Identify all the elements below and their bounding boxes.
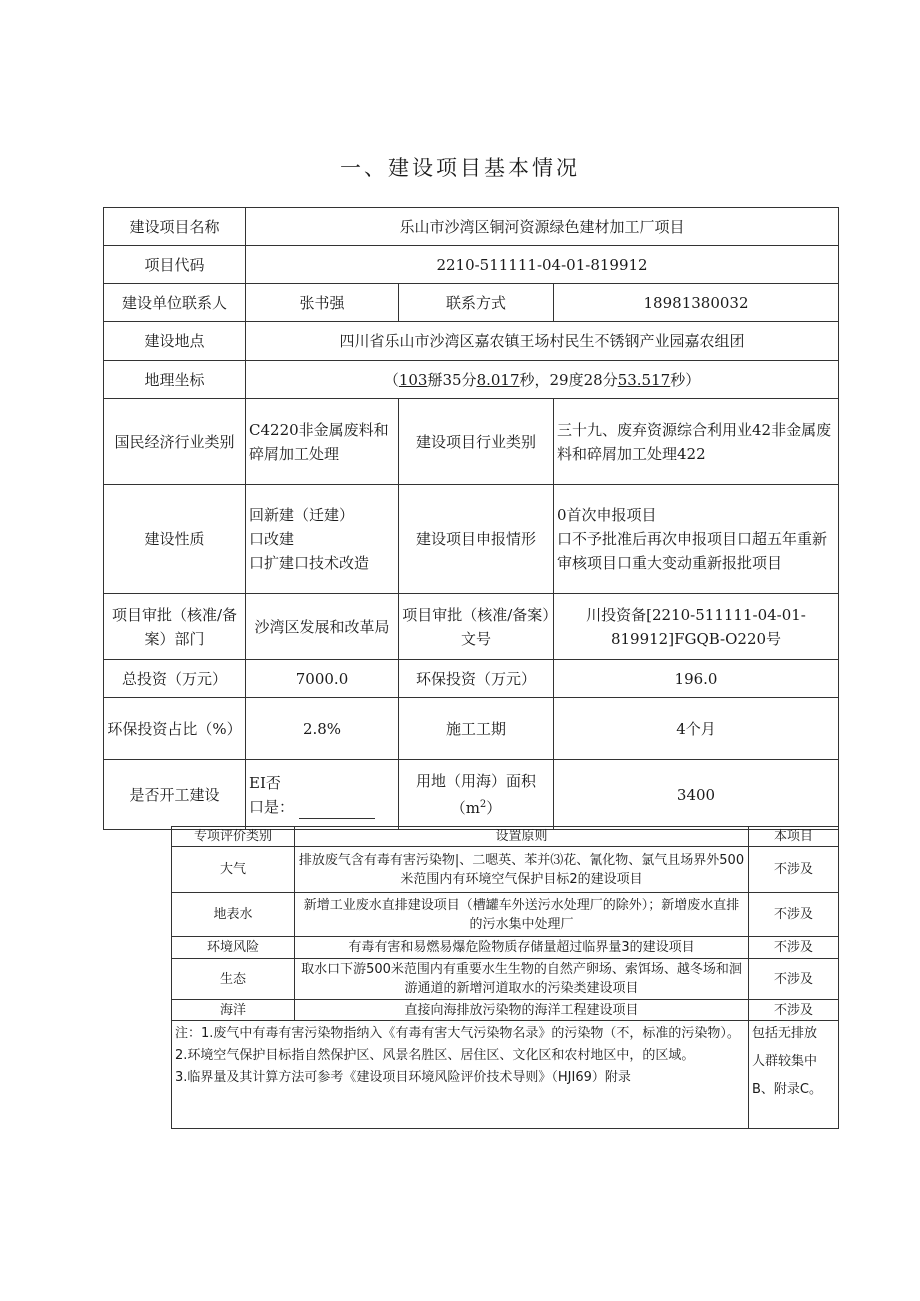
land-unit-sup: 2 [479, 799, 487, 810]
contact-label: 建设单位联系人 [104, 284, 246, 322]
land-area-value: 3400 [554, 760, 839, 830]
declare-option-first: 0首次申报项目 [557, 506, 657, 524]
nature-option-new: 回新建（迁建） [249, 506, 355, 524]
row-principle: 有毒有害和易燃易爆危险物质存储量超过临界量3的建设项目 [295, 937, 749, 959]
row-category: 大气 [172, 847, 295, 893]
coords-mid: 秒，29度28分 [519, 370, 618, 389]
table-row [104, 594, 839, 660]
env-ratio-label: 环保投资占比（%） [104, 698, 246, 760]
table-row [104, 399, 839, 485]
table-header-row [172, 827, 839, 847]
table-row [104, 208, 839, 246]
row-category: 海洋 [172, 1000, 295, 1021]
header-result: 本项目 [749, 827, 839, 847]
location-value: 四川省乐山市沙湾区嘉农镇王场村民生不锈钢产业园嘉农组团 [246, 322, 839, 361]
declare-options [554, 485, 839, 594]
approval-doc-value: 川投资备[2210-511111-04-01-819912]FGQB-O220号 [554, 594, 839, 660]
land-unit-close: ） [486, 799, 502, 817]
env-invest-label: 环保投资（万元） [399, 660, 554, 698]
contact-name-value: 张书强 [246, 284, 399, 322]
started-options [246, 760, 399, 830]
location-label: 建设地点 [104, 322, 246, 361]
nature-option-expand: 口扩建口技术改造 [249, 554, 370, 572]
table-row [172, 847, 839, 893]
row-result: 不涉及 [749, 1000, 839, 1021]
table-row [104, 485, 839, 594]
row-category: 环境风险 [172, 937, 295, 959]
coords-lat-sec[interactable]: 53.517 [617, 370, 671, 389]
nature-option-rebuild: 口改建 [249, 530, 295, 548]
nature-options [246, 485, 399, 594]
approval-dept-label: 项目审批（核准/备案）部门 [104, 594, 246, 660]
note-1: 注：1.废气中有毒有害污染物指纳入《有毒有害大气污染物名录》的污染物（不，标准的污染物）。 [175, 1026, 740, 1041]
total-invest-label: 总投资（万元） [104, 660, 246, 698]
note-right-2: 人群较集中 [752, 1054, 818, 1069]
total-invest-value: 7000.0 [246, 660, 399, 698]
header-category: 专项评价类别 [172, 827, 295, 847]
table-row [104, 322, 839, 361]
contact-method-label: 联系方式 [399, 284, 554, 322]
note-2: 2.环境空气保护目标指自然保护区、风景名胜区、居住区、文化区和农村地区中，的区域。 [175, 1048, 695, 1063]
table-row [104, 284, 839, 322]
project-industry-value: 三十九、废弃资源综合利用业42非金属废料和碎屑加工处理422 [554, 399, 839, 485]
row-category: 生态 [172, 959, 295, 1000]
project-code-value: 2210-511111-04-01-819912 [246, 246, 839, 284]
coords-lon-rest: 掰35分 [427, 370, 477, 389]
table-row [104, 246, 839, 284]
note-right-3: B、附录C。 [752, 1082, 822, 1097]
row-result: 不涉及 [749, 847, 839, 893]
industry-label: 国民经济行业类别 [104, 399, 246, 485]
special-assessment-table [171, 826, 839, 1129]
project-name-value: 乐山市沙湾区铜河资源绿色建材加工厂项目 [246, 208, 839, 246]
env-ratio-value: 2.8% [246, 698, 399, 760]
coords-lon-deg[interactable]: 103 [398, 370, 428, 389]
table-row [104, 698, 839, 760]
coords-close: 秒） [670, 370, 701, 389]
row-result: 不涉及 [749, 959, 839, 1000]
row-result: 不涉及 [749, 893, 839, 937]
project-info-table [103, 207, 839, 830]
started-date-blank[interactable] [299, 803, 375, 819]
started-option-no: EI否 [249, 773, 281, 792]
coords-lon-sec[interactable]: 8.017 [476, 370, 520, 389]
started-option-yes: 口是： [249, 797, 295, 816]
period-value: 4个月 [554, 698, 839, 760]
project-code-label: 项目代码 [104, 246, 246, 284]
row-principle: 新增工业废水直排建设项目（槽罐车外送污水处理厂的除外）；新增废水直排的污水集中处理厂 [295, 893, 749, 937]
env-invest-value: 196.0 [554, 660, 839, 698]
row-principle: 取水口下游500米范围内有重要水生生物的自然产卵场、索饵场、越冬场和洄游通道的新增河道取水的污染类建设项目 [295, 959, 749, 1000]
contact-phone-value: 18981380032 [554, 284, 839, 322]
table-row [172, 937, 839, 959]
table-row [104, 361, 839, 399]
coords-value [246, 361, 839, 399]
row-result: 不涉及 [749, 937, 839, 959]
approval-doc-label: 项目审批（核准/备案）文号 [399, 594, 554, 660]
row-principle: 直接向海排放污染物的海洋工程建设项目 [295, 1000, 749, 1021]
table-row [104, 760, 839, 830]
started-label: 是否开工建设 [104, 760, 246, 830]
declare-label: 建设项目申报情形 [399, 485, 554, 594]
nature-label: 建设性质 [104, 485, 246, 594]
land-label-text: 用地（用海）面积 [415, 772, 536, 790]
notes-right-cell [749, 1021, 839, 1129]
table-row [172, 959, 839, 1000]
table-row [104, 660, 839, 698]
project-industry-label: 建设项目行业类别 [399, 399, 554, 485]
land-label [399, 760, 554, 830]
project-name-label: 建设项目名称 [104, 208, 246, 246]
table-row [172, 893, 839, 937]
table-row [172, 1000, 839, 1021]
land-unit-open: （m [450, 799, 480, 817]
coords-label: 地理坐标 [104, 361, 246, 399]
declare-option-other: 口不予批准后再次申报项目口超五年重新审核项目口重大变动重新报批项目 [557, 530, 828, 572]
notes-row [172, 1021, 839, 1129]
approval-dept-value: 沙湾区发展和改革局 [246, 594, 399, 660]
period-label: 施工工期 [399, 698, 554, 760]
note-3: 3.临界量及其计算方法可参考《建设项目环境风险评价技术导则》（HJI69）附录 [175, 1070, 631, 1085]
row-principle: 排放废气含有毒有害污染物|、二嗯英、苯并⑶花、氰化物、氯气且场界外500米范围内有环境空气保护目标2的建设项目 [295, 847, 749, 893]
industry-value: C4220非金属废料和碎屑加工处理 [246, 399, 399, 485]
coords-open: （ [383, 370, 399, 389]
note-right-1: 包括无排放 [752, 1026, 818, 1041]
notes-cell [172, 1021, 749, 1129]
row-category: 地表水 [172, 893, 295, 937]
header-principle: 设置原则 [295, 827, 749, 847]
page-title: 一、建设项目基本情况 [340, 156, 580, 180]
